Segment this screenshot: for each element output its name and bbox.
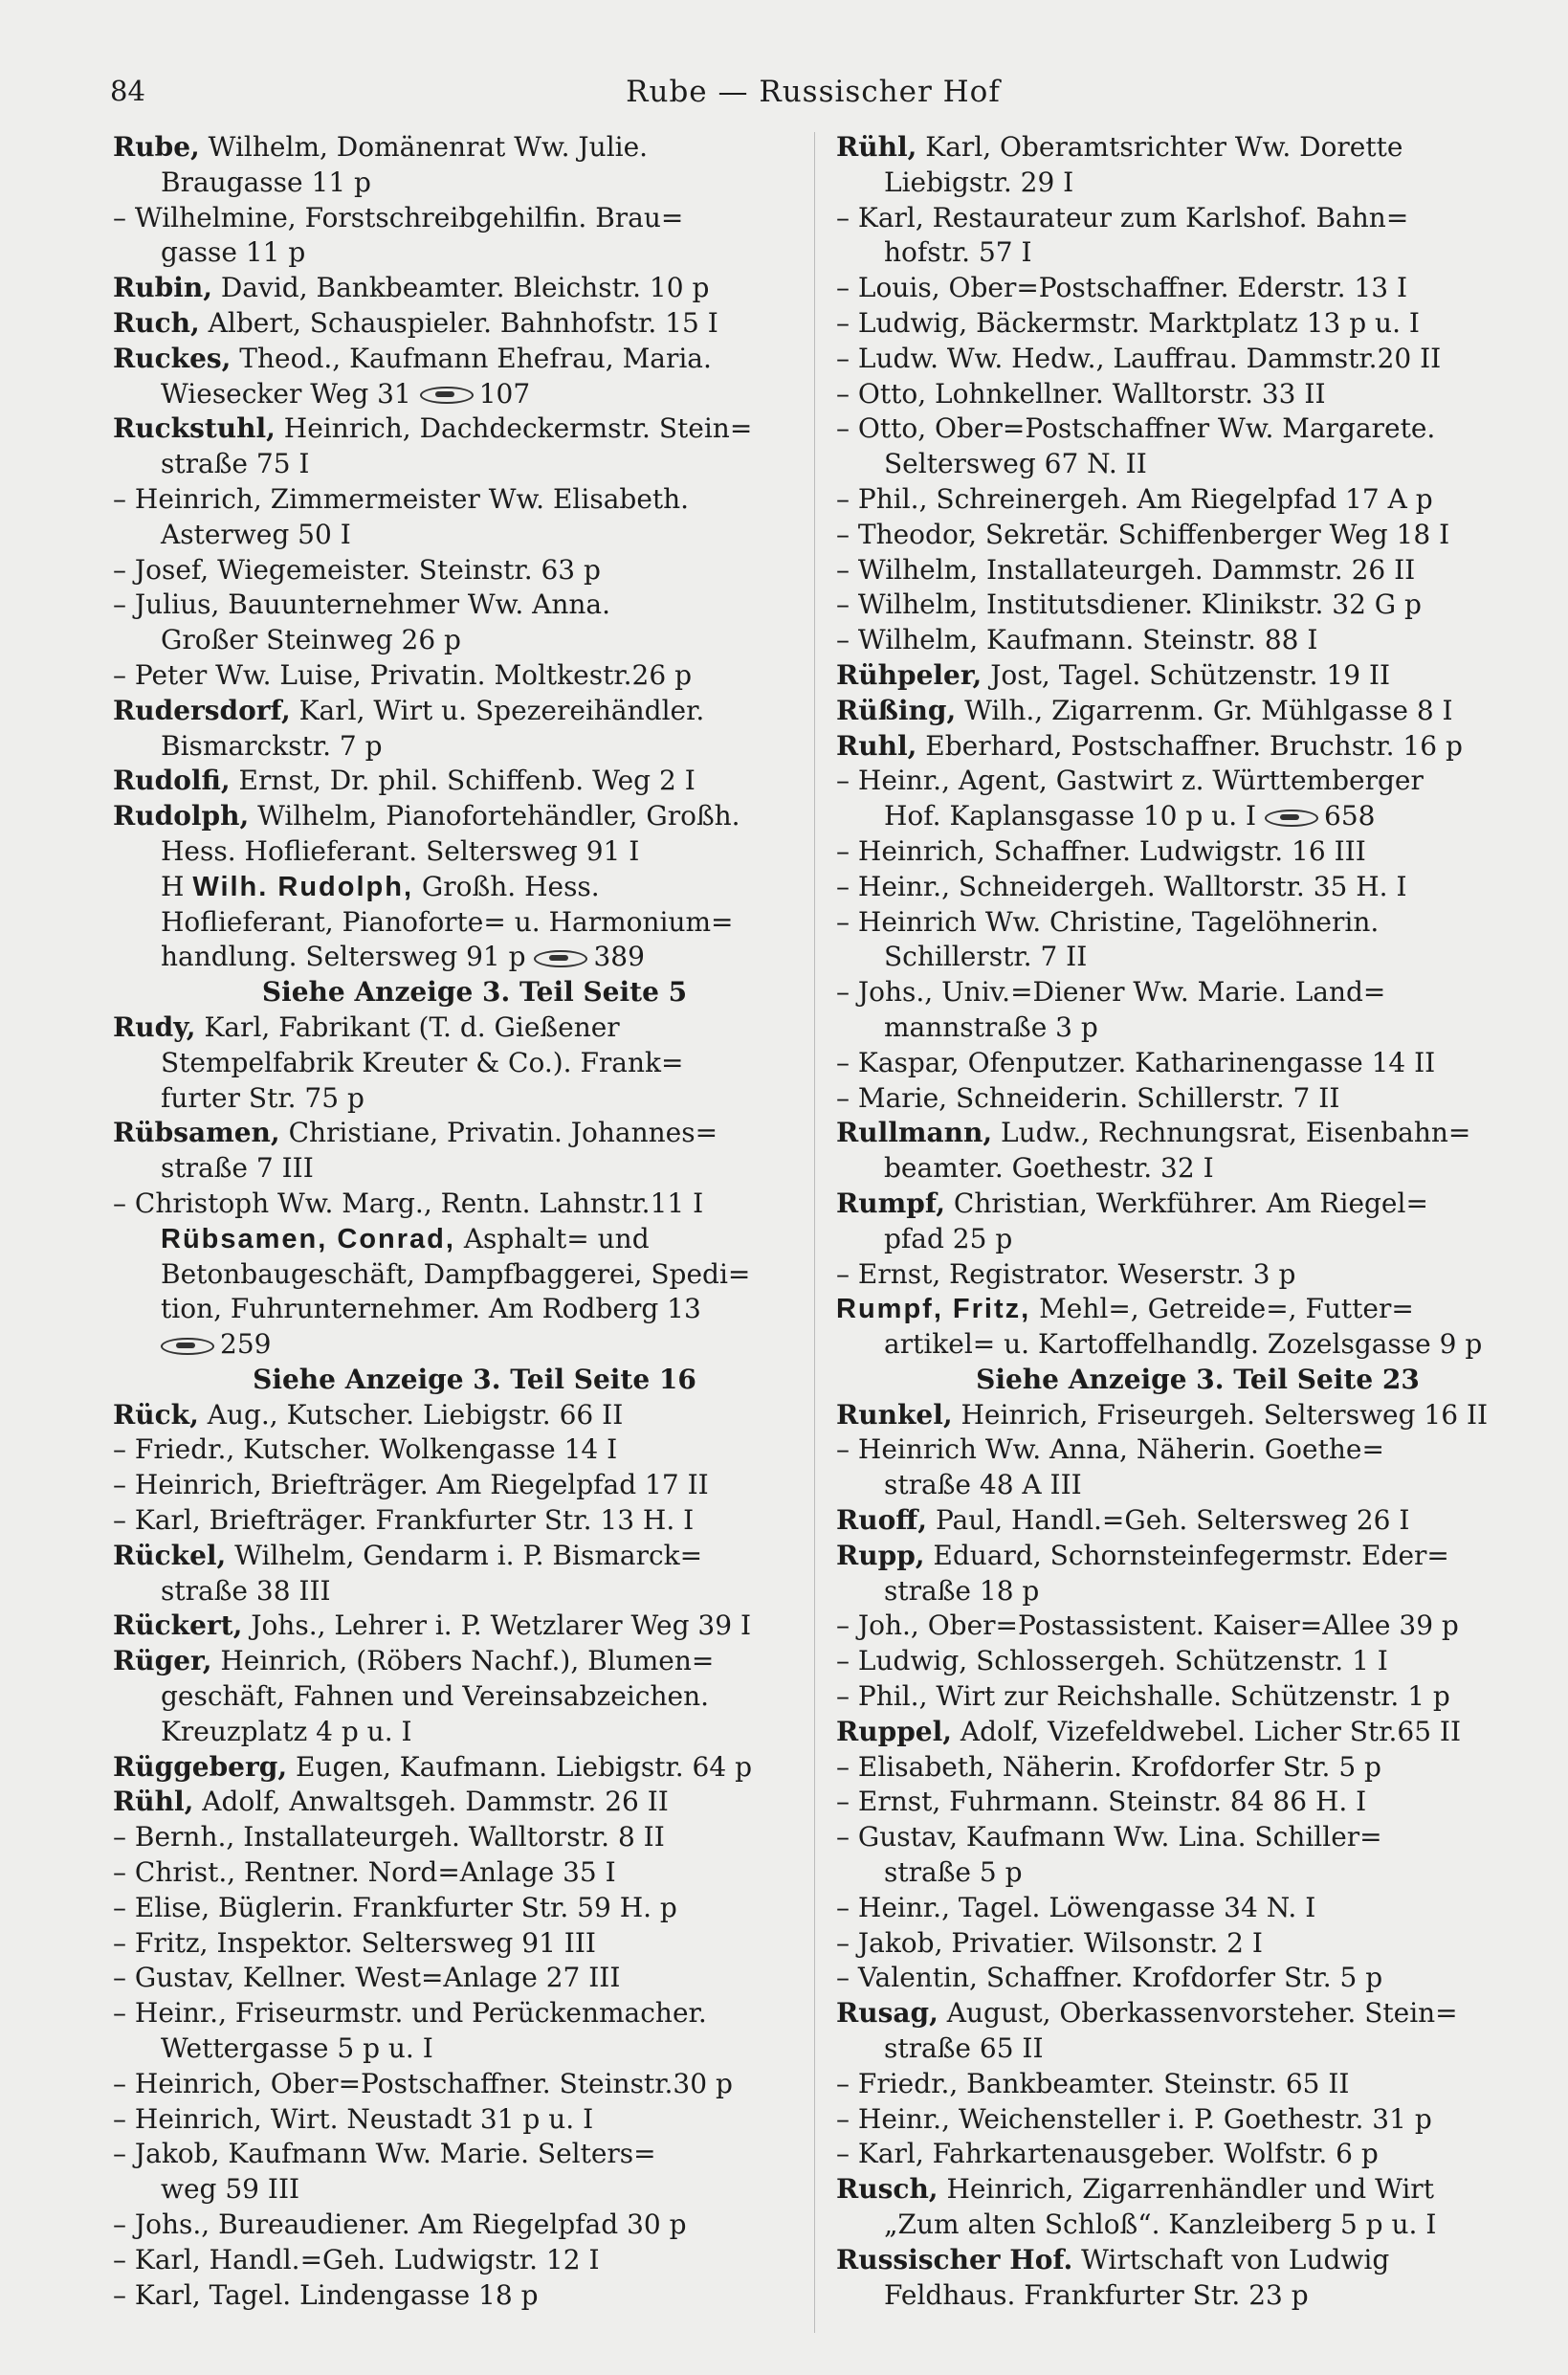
directory-line: [113, 1468, 798, 1503]
entry-text: Kreuzplatz 4 p u. I: [161, 1715, 412, 1747]
left-column: [113, 130, 798, 2313]
directory-line: [836, 694, 1521, 729]
entry-surname: Rüßing,: [836, 694, 957, 726]
directory-line: [836, 166, 1521, 201]
directory-line: [836, 1327, 1521, 1363]
entry-text: Wiesecker Weg 31: [161, 377, 411, 410]
entry-text: – Theodor, Sekretär. Schiffenberger Weg 18 I: [836, 518, 1450, 550]
directory-line: [836, 834, 1521, 870]
directory-line: [113, 235, 798, 271]
entry-text: – Otto, Lohnkellner. Walltorstr. 33 II: [836, 377, 1326, 410]
directory-line: [113, 2208, 798, 2243]
directory-line: [113, 1010, 798, 1046]
directory-line: [836, 764, 1521, 799]
entry-text: Heinrich, (Röbers Nachf.), Blumen=: [211, 1645, 715, 1677]
directory-line: [836, 1187, 1521, 1222]
entry-text: Stempelfabrik Kreuter & Co.). Frank=: [161, 1046, 684, 1078]
directory-line: [113, 2067, 798, 2102]
telephone-icon: [534, 950, 587, 967]
entry-surname: Ruoff,: [836, 1504, 928, 1537]
directory-line: [836, 799, 1521, 834]
directory-line: [836, 1292, 1521, 1327]
page-header: [110, 75, 1516, 115]
entry-text: Asterweg 50 I: [161, 518, 351, 550]
entry-surname: Rusch,: [836, 2173, 939, 2206]
directory-line: [836, 553, 1521, 588]
directory-line: [113, 2031, 798, 2067]
directory-line: [836, 975, 1521, 1010]
directory-line: [113, 518, 798, 553]
directory-line: [836, 306, 1521, 342]
entry-surname: Rühl,: [836, 131, 917, 163]
directory-line: [836, 940, 1521, 975]
entry-text: Adolf, Anwaltsgeh. Dammstr. 26 II: [193, 1786, 669, 1818]
entry-text: – Wilhelmine, Forstschreibgehilfin. Brau=: [113, 201, 684, 233]
entry-text: – Joh., Ober=Postassistent. Kaiser=Allee 39 p: [836, 1609, 1459, 1642]
entry-surname: Ruch,: [113, 306, 200, 339]
entry-text: Braugasse 11 p: [161, 166, 371, 198]
entry-text: Christiane, Privatin. Johannes=: [279, 1117, 718, 1149]
directory-line: [113, 2137, 798, 2172]
entry-text: – Heinrich, Briefträger. Am Riegelpfad 17 II: [113, 1469, 709, 1501]
directory-line: [113, 940, 798, 975]
directory-line: [113, 130, 798, 166]
directory-line: [113, 1292, 798, 1327]
directory-line: [836, 482, 1521, 518]
directory-line: [836, 1257, 1521, 1293]
directory-line: [113, 1609, 798, 1644]
entry-text: – Julius, Bauunternehmer Ww. Anna.: [113, 588, 610, 621]
entry-text: H: [161, 870, 193, 902]
directory-line: [836, 1151, 1521, 1187]
directory-line: [836, 658, 1521, 694]
entry-text: Großh. Hess.: [413, 870, 600, 902]
entry-text: furter Str. 75 p: [161, 1081, 364, 1114]
directory-line: [113, 2172, 798, 2208]
entry-text: August, Oberkassenvorsteher. Stein=: [938, 1997, 1458, 2030]
entry-text: – Johs., Bureaudiener. Am Riegelpfad 30 p: [113, 2209, 687, 2241]
directory-line: [836, 2278, 1521, 2314]
directory-line: [113, 1503, 798, 1539]
entry-text: – Ludwig, Bäckermstr. Marktplatz 13 p u. I: [836, 306, 1420, 339]
directory-line: [836, 1644, 1521, 1679]
entry-surname: Rupp,: [836, 1539, 925, 1571]
entry-text: – Peter Ww. Luise, Privatin. Moltkestr.26 p: [113, 658, 692, 691]
directory-line: [113, 1327, 798, 1363]
entry-text: – Wilhelm, Kaufmann. Steinstr. 88 I: [836, 624, 1318, 656]
entry-text: Wilh., Zigarrenm. Gr. Mühlgasse 8 I: [956, 694, 1453, 726]
directory-line: [836, 447, 1521, 482]
directory-line: [113, 905, 798, 941]
entry-surname: Ruckstuhl,: [113, 412, 276, 445]
directory-line: [113, 658, 798, 694]
entry-text: Adolf, Vizefeldwebel. Licher Str.65 II: [951, 1715, 1462, 1747]
directory-line: [836, 1820, 1521, 1855]
entry-text: – Karl, Fahrkartenausgeber. Wolfstr. 6 p: [836, 2138, 1379, 2170]
entry-text: Karl, Oberamtsrichter Ww. Dorette: [917, 131, 1403, 163]
entry-text: – Heinrich Ww. Christine, Tagelöhnerin.: [836, 905, 1380, 938]
entry-text: – Ernst, Registrator. Weserstr. 3 p: [836, 1257, 1296, 1290]
entry-text: – Josef, Wiegemeister. Steinstr. 63 p: [113, 553, 601, 586]
entry-text: – Heinr., Tagel. Löwengasse 34 N. I: [836, 1891, 1316, 1923]
directory-line: [113, 1574, 798, 1609]
directory-line: [113, 834, 798, 870]
directory-line: [836, 1432, 1521, 1468]
entry-text: pfad 25 p: [884, 1222, 1013, 1254]
directory-line: [836, 1715, 1521, 1750]
entry-text: – Heinr., Weichensteller i. P. Goethestr. 31 p: [836, 2102, 1432, 2135]
directory-line: [836, 411, 1521, 447]
entry-surname: Russischer Hof.: [836, 2243, 1073, 2275]
entry-text: – Ludw. Ww. Hedw., Lauffrau. Dammstr.20 II: [836, 342, 1442, 374]
entry-surname: Rückert,: [113, 1609, 243, 1642]
entry-surname: Rudolfi,: [113, 765, 231, 797]
entry-text: – Gustav, Kellner. West=Anlage 27 III: [113, 1962, 621, 1994]
entry-surname: Rübsamen,: [113, 1117, 280, 1149]
directory-line: [836, 1539, 1521, 1574]
entry-text: – Karl, Briefträger. Frankfurter Str. 13 H. I: [113, 1504, 695, 1537]
entry-surname: Rühl,: [113, 1786, 194, 1818]
directory-line: [113, 1785, 798, 1820]
entry-text: – Elisabeth, Näherin. Krofdorfer Str. 5 p: [836, 1750, 1381, 1783]
entry-text: Wilhelm, Pianofortehändler, Großh.: [249, 800, 740, 832]
entry-text: – Karl, Tagel. Lindengasse 18 p: [113, 2278, 539, 2311]
entry-text: gasse 11 p: [161, 236, 306, 269]
entry-text: Heinrich, Dachdeckermstr. Stein=: [275, 412, 753, 445]
directory-line: [113, 1679, 798, 1715]
entry-text: Großer Steinweg 26 p: [161, 624, 461, 656]
entry-text: Ernst, Dr. phil. Schiffenb. Weg 2 I: [230, 765, 696, 797]
entry-text: – Heinrich, Zimmermeister Ww. Elisabeth.: [113, 482, 690, 515]
entry-surname: Ruhl,: [836, 729, 917, 762]
entry-text: Karl, Fabrikant (T. d. Gießener: [195, 1010, 620, 1043]
directory-line: [836, 1468, 1521, 1503]
entry-text: Feldhaus. Frankfurter Str. 23 p: [884, 2278, 1309, 2311]
entry-surname: Rusag,: [836, 1997, 939, 2030]
directory-line: [113, 271, 798, 306]
entry-text: Ludw., Rechnungsrat, Eisenbahn=: [992, 1117, 1471, 1149]
directory-line: [113, 377, 798, 412]
directory-line: [836, 1785, 1521, 1820]
directory-line: [113, 1820, 798, 1855]
entry-text: Siehe Anzeige 3. Teil Seite 23: [976, 1363, 1420, 1395]
entry-text: Asphalt= und: [454, 1222, 650, 1254]
directory-line: [113, 588, 798, 623]
directory-line: [113, 799, 798, 834]
telephone-icon: [161, 1338, 214, 1355]
entry-text: – Heinrich, Wirt. Neustadt 31 p u. I: [113, 2102, 594, 2135]
entry-text: – Elise, Büglerin. Frankfurter Str. 59 H. p: [113, 1891, 677, 1923]
entry-text: Hoflieferant, Pianoforte= u. Harmonium=: [161, 905, 734, 938]
entry-text: Wettergasse 5 p u. I: [161, 2032, 433, 2065]
entry-text: – Karl, Handl.=Geh. Ludwigstr. 12 I: [113, 2243, 600, 2275]
entry-text: geschäft, Fahnen und Vereinsabzeichen.: [161, 1680, 710, 1713]
entry-text: – Phil., Schreinergeh. Am Riegelpfad 17 A p: [836, 482, 1433, 515]
directory-line: [836, 2172, 1521, 2208]
entry-text: Wilhelm, Gendarm i. P. Bismarck=: [226, 1539, 703, 1571]
entry-text: Theod., Kaufmann Ehefrau, Maria.: [231, 342, 712, 374]
directory-line: [113, 1257, 798, 1293]
entry-surname: Rumpf,: [836, 1187, 946, 1219]
entry-text: – Ernst, Fuhrmann. Steinstr. 84 86 H. I: [836, 1786, 1367, 1818]
directory-line: [836, 1679, 1521, 1715]
entry-text: Eduard, Schornsteinfegermstr. Eder=: [924, 1539, 1449, 1571]
directory-line: [113, 1961, 798, 1996]
entry-text: Siehe Anzeige 3. Teil Seite 5: [261, 976, 688, 1009]
directory-line: [113, 1222, 798, 1257]
entry-text: – Kaspar, Ofenputzer. Katharinengasse 14 II: [836, 1046, 1436, 1078]
directory-line: [836, 235, 1521, 271]
entry-text: hofstr. 57 I: [884, 236, 1032, 269]
entry-text: Eberhard, Postschaffner. Bruchstr. 16 p: [917, 729, 1463, 762]
entry-text: Albert, Schauspieler. Bahnhofstr. 15 I: [199, 306, 718, 339]
directory-line: [836, 1961, 1521, 1996]
entry-text: Jost, Tagel. Schützenstr. 19 II: [982, 658, 1391, 691]
entry-text: – Karl, Restaurateur zum Karlshof. Bahn=: [836, 201, 1409, 233]
directory-line: [836, 1081, 1521, 1117]
entry-surname: Rudolph,: [113, 800, 250, 832]
entry-text: straße 5 p: [884, 1856, 1023, 1889]
entry-text: – Wilhelm, Installateurgeh. Dammstr. 26 II: [836, 553, 1416, 586]
entry-text: Liebigstr. 29 I: [884, 166, 1074, 198]
entry-text: Schillerstr. 7 II: [884, 941, 1088, 973]
directory-line: [836, 1609, 1521, 1644]
directory-line: [836, 1574, 1521, 1609]
directory-line: [836, 870, 1521, 905]
entry-text: Hof. Kaplansgasse 10 p u. I: [884, 800, 1257, 832]
entry-text: Johs., Lehrer i. P. Wetzlarer Weg 39 I: [242, 1609, 752, 1642]
directory-line: [836, 1750, 1521, 1786]
entry-text: – Heinr., Friseurmstr. und Perückenmacher.: [113, 1997, 707, 2030]
directory-line: [836, 2031, 1521, 2067]
directory-line: [836, 2067, 1521, 2102]
entry-text: – Fritz, Inspektor. Seltersweg 91 III: [113, 1926, 596, 1959]
advertiser-name: Rübsamen, Conrad,: [161, 1223, 455, 1254]
directory-line: [836, 2243, 1521, 2278]
directory-line: [836, 377, 1521, 412]
entry-text: – Friedr., Kutscher. Wolkengasse 14 I: [113, 1433, 618, 1466]
directory-line: [113, 1644, 798, 1679]
entry-text: – Heinrich, Schaffner. Ludwigstr. 16 III: [836, 834, 1366, 867]
entry-text: – Gustav, Kaufmann Ww. Lina. Schiller=: [836, 1821, 1382, 1853]
entry-text: Christian, Werkführer. Am Riegel=: [945, 1187, 1428, 1219]
entry-text: straße 65 II: [884, 2032, 1044, 2065]
entry-text: – Heinrich, Ober=Postschaffner. Steinstr.30 p: [113, 2067, 733, 2099]
entry-text: Wirtschaft von Ludwig: [1072, 2243, 1390, 2275]
directory-line: [113, 342, 798, 377]
directory-line: [113, 623, 798, 658]
directory-line: [113, 729, 798, 765]
entry-text: – Heinr., Schneidergeh. Walltorstr. 35 H. I: [836, 870, 1407, 902]
directory-line: [113, 553, 798, 588]
directory-line: [836, 1926, 1521, 1962]
entry-text: „Zum alten Schloß“. Kanzleiberg 5 p u. I: [884, 2209, 1437, 2241]
directory-line: [113, 1926, 798, 1962]
right-column: [836, 130, 1521, 2313]
entry-surname: Rube,: [113, 131, 200, 163]
directory-line: [113, 1750, 798, 1786]
entry-text: straße 75 I: [161, 448, 310, 480]
directory-line: [113, 2278, 798, 2314]
column-divider: [814, 132, 815, 2333]
directory-line: [113, 2102, 798, 2138]
entry-text: artikel= u. Kartoffelhandlg. Zozelsgasse 9 p: [884, 1328, 1483, 1361]
directory-line: [113, 166, 798, 201]
directory-line: [113, 482, 798, 518]
entry-surname: Runkel,: [836, 1398, 953, 1431]
entry-text: straße 48 A III: [884, 1469, 1082, 1501]
advert-reference: [113, 1363, 798, 1398]
directory-line: [113, 764, 798, 799]
entry-text: Karl, Wirt u. Spezereihändler.: [290, 694, 705, 726]
directory-line: [836, 729, 1521, 765]
entry-text: Siehe Anzeige 3. Teil Seite 16: [253, 1363, 696, 1395]
directory-line: [836, 1996, 1521, 2031]
entry-text: beamter. Goethestr. 32 I: [884, 1152, 1214, 1185]
directory-line: [113, 694, 798, 729]
entry-text: – Johs., Univ.=Diener Ww. Marie. Land=: [836, 976, 1386, 1009]
directory-line: [113, 201, 798, 236]
directory-line: [836, 905, 1521, 941]
entry-text: – Louis, Ober=Postschaffner. Ederstr. 13 I: [836, 272, 1408, 304]
entry-text: – Valentin, Schaffner. Krofdorfer Str. 5 p: [836, 1962, 1383, 1994]
entry-text: – Christ., Rentner. Nord=Anlage 35 I: [113, 1856, 616, 1889]
entry-text: – Heinr., Agent, Gastwirt z. Württemberger: [836, 765, 1424, 797]
entry-text: – Phil., Wirt zur Reichshalle. Schützenstr. 1 p: [836, 1680, 1450, 1713]
entry-text: Heinrich, Zigarrenhändler und Wirt: [938, 2173, 1434, 2206]
directory-line: [836, 201, 1521, 236]
entry-text: straße 18 p: [884, 1574, 1040, 1607]
entry-text: Bismarckstr. 7 p: [161, 729, 383, 762]
entry-text: straße 7 III: [161, 1152, 314, 1185]
directory-line: [113, 1116, 798, 1151]
directory-line: [113, 1046, 798, 1081]
entry-text: – Ludwig, Schlossergeh. Schützenstr. 1 I: [836, 1645, 1388, 1677]
telephone-icon: [1265, 810, 1318, 827]
entry-text: – Friedr., Bankbeamter. Steinstr. 65 II: [836, 2067, 1350, 2099]
entry-text: – Wilhelm, Institutsdiener. Klinikstr. 32 G p: [836, 588, 1422, 621]
directory-line: [836, 2208, 1521, 2243]
entry-text: Betonbaugeschäft, Dampfbaggerei, Spedi=: [161, 1257, 751, 1290]
directory-line: [113, 1891, 798, 1926]
entry-surname: Rühpeler,: [836, 658, 983, 691]
entry-text: – Jakob, Kaufmann Ww. Marie. Selters=: [113, 2138, 656, 2170]
entry-text: straße 38 III: [161, 1574, 331, 1607]
directory-line: [113, 306, 798, 342]
entry-surname: Rück,: [113, 1398, 199, 1431]
entry-text: – Marie, Schneiderin. Schillerstr. 7 II: [836, 1081, 1340, 1114]
running-title: Rube — Russischer Hof: [626, 75, 1001, 109]
directory-line: [836, 518, 1521, 553]
directory-line: [113, 1398, 798, 1433]
entry-text: tion, Fuhrunternehmer. Am Rodberg 13: [161, 1293, 701, 1325]
entry-surname: Rullmann,: [836, 1117, 993, 1149]
entry-surname: Rüger,: [113, 1645, 212, 1677]
entry-text: mannstraße 3 p: [884, 1010, 1098, 1043]
entry-text: Wilhelm, Domänenrat Ww. Julie.: [199, 131, 649, 163]
directory-line: [113, 1187, 798, 1222]
directory-line: [113, 1996, 798, 2031]
entry-text: – Heinrich Ww. Anna, Näherin. Goethe=: [836, 1433, 1384, 1466]
entry-text: – Jakob, Privatier. Wilsonstr. 2 I: [836, 1926, 1263, 1959]
directory-line: [836, 1046, 1521, 1081]
directory-line: [113, 1715, 798, 1750]
directory-line: [113, 447, 798, 482]
entry-surname: Rudy,: [113, 1010, 196, 1043]
directory-line: [836, 1891, 1521, 1926]
directory-line: [113, 411, 798, 447]
entry-surname: Rudersdorf,: [113, 694, 291, 726]
entry-surname: Ruppel,: [836, 1715, 952, 1747]
directory-line: [836, 1855, 1521, 1891]
entry-text: – Otto, Ober=Postschaffner Ww. Margarete.: [836, 412, 1436, 445]
directory-line: [113, 1539, 798, 1574]
directory-line: [836, 1398, 1521, 1433]
entry-surname: Rüggeberg,: [113, 1750, 288, 1783]
advertiser-name: Wilh. Rudolph,: [192, 871, 414, 902]
page-number: 84: [110, 75, 145, 107]
directory-line: [836, 588, 1521, 623]
entry-surname: Rubin,: [113, 272, 212, 304]
entry-text: Eugen, Kaufmann. Liebigstr. 64 p: [287, 1750, 753, 1783]
entry-text: Aug., Kutscher. Liebigstr. 66 II: [198, 1398, 624, 1431]
directory-line: [836, 2137, 1521, 2172]
directory-line: [836, 1222, 1521, 1257]
directory-line: [836, 623, 1521, 658]
directory-line: [113, 1855, 798, 1891]
directory-line: [836, 342, 1521, 377]
directory-line: [113, 2243, 798, 2278]
directory-line: [113, 1432, 798, 1468]
entry-text: – Christoph Ww. Marg., Rentn. Lahnstr.11 I: [113, 1187, 704, 1219]
advert-reference: [113, 975, 798, 1010]
entry-text: Heinrich, Friseurgeh. Seltersweg 16 II: [952, 1398, 1489, 1431]
telephone-icon: [420, 387, 474, 404]
entry-surname: Ruckes,: [113, 342, 232, 374]
advert-reference: [836, 1363, 1521, 1398]
entry-text: Hess. Hoflieferant. Seltersweg 91 I: [161, 834, 640, 867]
directory-line: [836, 271, 1521, 306]
directory-line: [113, 1151, 798, 1187]
telephone-number: 658: [1324, 800, 1376, 832]
directory-line: [113, 1081, 798, 1117]
directory-line: [113, 870, 798, 905]
advertiser-name: Rumpf, Fritz,: [836, 1294, 1031, 1325]
entry-surname: Rückel,: [113, 1539, 227, 1571]
directory-line: [836, 130, 1521, 166]
entry-text: – Bernh., Installateurgeh. Walltorstr. 8 II: [113, 1821, 665, 1853]
entry-text: weg 59 III: [161, 2173, 300, 2206]
entry-text: David, Bankbeamter. Bleichstr. 10 p: [211, 272, 710, 304]
telephone-number: 389: [593, 941, 645, 973]
telephone-number: 259: [220, 1328, 272, 1361]
entry-text: Mehl=, Getreide=, Futter=: [1030, 1293, 1414, 1325]
entry-text: Paul, Handl.=Geh. Seltersweg 26 I: [927, 1504, 1410, 1537]
entry-text: Seltersweg 67 N. II: [884, 448, 1147, 480]
directory-line: [836, 2102, 1521, 2138]
directory-line: [836, 1503, 1521, 1539]
entry-text: handlung. Seltersweg 91 p: [161, 941, 526, 973]
directory-line: [836, 1010, 1521, 1046]
directory-line: [836, 1116, 1521, 1151]
telephone-number: 107: [478, 377, 531, 410]
